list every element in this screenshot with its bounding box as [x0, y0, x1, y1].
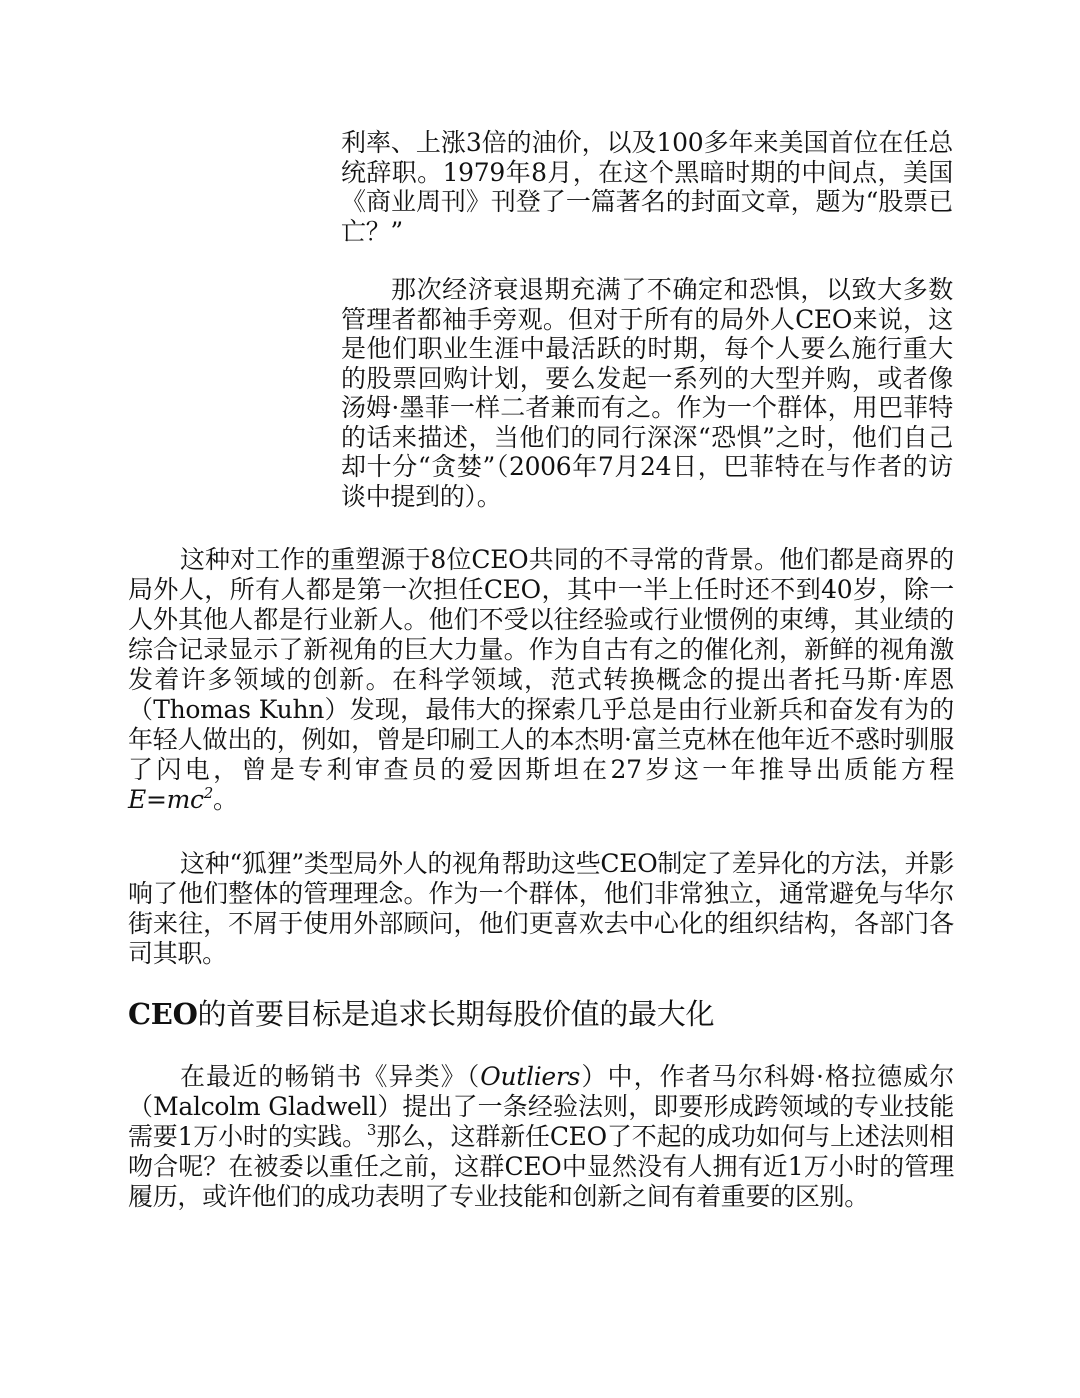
paragraph-fox-perspective: 这种“狐狸”类型局外人的视角帮助这些CEO制定了差异化的方法，并影响了他们整体的管理理念。作为一个群体，他们非常独立，通常避免与华尔街来往，不屑于使用外部顾问，他们更喜欢去中心化的组织结构，各部门各司其职。 — [128, 849, 954, 968]
paragraph-text: 那么，这群新任CEO了不起的成功如何与上述法则相吻合呢？在被委以重任之前，这群CEO中显然没有人拥有近1万小时的管理履历，或许他们的成功表明了专业技能和创新之间有着重要的区别。 — [128, 1122, 954, 1211]
paragraph-outsider-background — [128, 545, 954, 815]
equation — [128, 785, 213, 814]
heading-abbr: CEO — [128, 997, 198, 1031]
paragraph-text: ）中，作者马尔科姆·格拉德威尔（Malcolm Gladwell）提出了一条经验法则，即要形成跨领域的专业技能需要1万小时的实践。 — [128, 1062, 955, 1151]
block-quote-2 — [341, 275, 953, 511]
paragraph-outliers — [128, 1062, 954, 1212]
quote-paragraph-2: 那次经济衰退期充满了不确定和恐惧，以致大多数管理者都袖手旁观。但对于所有的局外人CEO来说，这是他们职业生涯中最活跃的时期，每个人要么施行重大的股票回购计划，要么发起一系列的大型并购，或者像汤姆·墨菲一样二者兼而有之。作为一个群体，用巴菲特的话来描述，当他们的同行深深“恐惧”之时，他们自己却十分“贪婪”（2006年7月24日，巴菲特在与作者的访谈中提到的）。 — [341, 275, 953, 511]
quote-paragraph-1: 利率、上涨3倍的油价，以及100多年来美国首位在任总统辞职。1979年8月，在这个黑暗时期的中间点，美国《商业周刊》刊登了一篇著名的封面文章，题为“股票已亡？” — [341, 128, 953, 246]
heading-text: 的首要目标是追求长期每股价值的最大化 — [197, 997, 715, 1031]
equation-exponent: 2 — [203, 784, 213, 802]
block-quote-1 — [341, 128, 953, 246]
paragraph-text: 在最近的畅销书《异类》（ — [180, 1062, 481, 1091]
paragraph-end: 。 — [212, 785, 238, 814]
section-heading — [128, 996, 954, 1032]
book-title: Outliers — [480, 1062, 581, 1091]
paragraph-text: 这种对工作的重塑源于8位CEO共同的不寻常的背景。他们都是商界的局外人，所有人都是第一次担任CEO，其中一半上任时还不到40岁，除一人外其他人都是行业新人。他们不受以往经验或行业惯例的束缚，其业绩的综合记录显示了新视角的巨大力量。作为自古有之的催化剂，新鲜的视角激发着许多领域的创新。在科学领域，范式转换概念的提出者托马斯·库恩（Thomas Kuhn）发现，最伟大的探索几乎总是由行业新兵和奋发有为的年轻人做出的，例如，曾是印刷工人的本杰明·富兰克林在他年近不惑时驯服了闪电，曾是专利审查员的爱因斯坦在27岁这一年推导出质能方程 — [128, 545, 954, 784]
equation-base: E=mc — [128, 785, 204, 814]
footnote-marker[interactable]: 3 — [366, 1121, 377, 1139]
